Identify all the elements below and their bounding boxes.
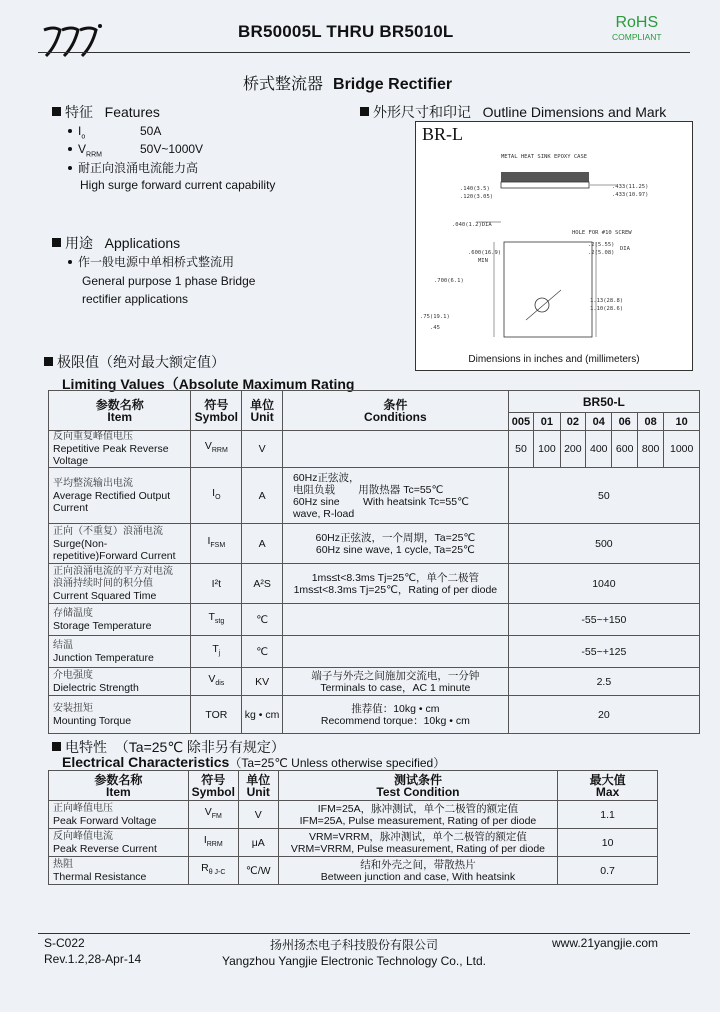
bullet-icon bbox=[68, 166, 72, 170]
code-cell: 10 bbox=[664, 413, 700, 431]
header-unit: 单位 Unit bbox=[238, 771, 278, 801]
table-row: 结温 Junction Temperature $T_j$ ℃ -55~+125 bbox=[49, 636, 700, 668]
dim-f: HOLE FOR #10 SCREW bbox=[572, 230, 632, 236]
dim-o: 1.13(28.8) bbox=[590, 298, 624, 304]
electrical-table bbox=[48, 770, 658, 885]
applications-heading: 用途 Applications bbox=[52, 233, 180, 253]
code-cell: 04 bbox=[586, 413, 612, 431]
subtitle-cn: 桥式整流器 bbox=[243, 76, 324, 93]
dim-k: MIN bbox=[478, 258, 488, 264]
dim-g: .2(5.55) bbox=[588, 242, 615, 248]
dim-c: .433(11.25) bbox=[612, 184, 649, 190]
dim-i: DIA bbox=[620, 246, 630, 252]
bullet-icon bbox=[68, 260, 72, 264]
table-row: 存储温度 Storage Temperature $T_{stg}$ ℃ -55~+150 bbox=[49, 604, 700, 636]
feature-vrrm: $V_{RRM}$ bbox=[68, 141, 102, 163]
dim-p: 1.10(28.6) bbox=[590, 306, 624, 312]
header-test-condition: 测试条件 Test Condition bbox=[278, 771, 557, 801]
limiting-values-table bbox=[48, 390, 700, 734]
dim-d: .433(10.97) bbox=[612, 192, 649, 198]
dim-j: .600(16.9) bbox=[468, 250, 502, 256]
square-bullet-icon bbox=[360, 107, 369, 116]
limits-heading-cn: 极限值（绝对最大额定值） bbox=[44, 352, 225, 372]
dim-a: .140(3.5) bbox=[460, 186, 490, 192]
square-bullet-icon bbox=[52, 742, 61, 751]
feature-surge-cn: 耐正向浪涌电流能力高 bbox=[68, 160, 198, 176]
application-en-2: rectifier applications bbox=[82, 292, 189, 306]
code-cell: 02 bbox=[560, 413, 585, 431]
application-cn: 作一般电源中单相桥式整流用 bbox=[68, 254, 234, 270]
features-heading-en: Features bbox=[104, 104, 160, 120]
header-part: BR50-L bbox=[508, 391, 699, 413]
feature-vrrm-value: 50V~1000V bbox=[140, 142, 204, 156]
electrical-heading-en: Electrical Characteristics（Ta=25℃ Unless otherwise specified） bbox=[62, 754, 446, 770]
subtitle-en: Bridge Rectifier bbox=[333, 76, 453, 93]
dim-l: .700(6.1) bbox=[434, 278, 464, 284]
company-cn: 扬州扬杰电子科技股份有限公司 bbox=[270, 938, 439, 952]
feature-surge-en: High surge forward current capability bbox=[80, 178, 276, 192]
code-cell: 08 bbox=[637, 413, 663, 431]
header-item: 参数名称 Item bbox=[49, 771, 189, 801]
outline-heading: 外形尺寸和印记 Outline Dimensions and Mark bbox=[360, 102, 666, 122]
document-title: BR50005L THRU BR5010L bbox=[238, 22, 454, 41]
outline-drawing bbox=[415, 121, 693, 371]
company-en: Yangzhou Yangjie Electronic Technology Co., Ltd. bbox=[222, 954, 486, 968]
feature-io: $I_o$ bbox=[68, 123, 85, 145]
header-symbol: 符号 Symbol bbox=[188, 771, 238, 801]
header-max: 最大值 Max bbox=[558, 771, 658, 801]
rohs-label: RoHS bbox=[615, 14, 659, 31]
table-row: 安装扭矩 Mounting Torque TOR kg • cm 推荐值：10kg • cm Recommend torque：10kg • cm 20 bbox=[49, 696, 700, 734]
dimensions-caption: Dimensions in inches and (millimeters) bbox=[468, 354, 640, 365]
header-unit: 单位 Unit bbox=[242, 391, 283, 431]
header-rule bbox=[38, 52, 690, 53]
doc-code: S-C022 bbox=[44, 936, 85, 950]
yangjie-logo bbox=[40, 22, 106, 62]
table-row: 反向重复峰值电压 Repetitive Peak Reverse Voltage $V_{RRM}$ V 50 100 200 400 600 800 1000 bbox=[49, 431, 700, 468]
dim-m: .75(19.1) bbox=[420, 314, 450, 320]
table-row: 正向浪涌电流的平方对电流 浪涌持续时间的积分值 Current Squared Time I²t A²S 1ms≤t<8.3ms Tj=25℃，单个二极管 1ms≤t<8.3ms Tj=25℃，Rating of per diode 1040 bbox=[49, 564, 700, 604]
code-cell: 01 bbox=[534, 413, 560, 431]
table-row: 正向峰值电压 Peak Forward Voltage $V_{FM}$ V IFM=25A，脉冲测试，单个二极管的额定值 IFM=25A, Pulse measurement, Rating of per diode 1.1 bbox=[49, 801, 658, 829]
website: www.21yangjie.com bbox=[552, 936, 659, 950]
rohs-mark bbox=[612, 14, 662, 43]
application-en-1: General purpose 1 phase Bridge bbox=[82, 274, 256, 288]
table-row: 正向（不重复）浪涌电流 Surge(Non- repetitive)Forward Current $I_{FSM}$ A 60Hz正弦波，一个周期，Ta=25℃ 60Hz sine wave, 1 cycle, Ta=25℃ 500 bbox=[49, 524, 700, 564]
features-heading-cn: 特征 bbox=[65, 104, 93, 120]
dim-n: .45 bbox=[430, 325, 440, 331]
table-row: 反向峰值电流 Peak Reverse Current $I_{RRM}$ μA VRM=VRRM，脉冲测试，单个二极管的额定值 VRM=VRRM, Pulse measurement, Rating of per diode 10 bbox=[49, 829, 658, 857]
revision: Rev.1.2,28-Apr-14 bbox=[44, 952, 142, 966]
footer-rule bbox=[38, 933, 690, 934]
square-bullet-icon bbox=[52, 107, 61, 116]
table-row: 平均整流输出电流 Average Rectified Output Current $I_O$ A 60Hz正弦波， 电阻负载 用散热器 Tc=55℃ 60Hz sine With heatsink Tc=55℃ wave, R-load 50 bbox=[49, 468, 700, 524]
header-item: 参数名称 Item bbox=[49, 391, 191, 431]
dim-e: .040(1.2)DIA bbox=[452, 222, 492, 228]
square-bullet-icon bbox=[44, 357, 53, 366]
feature-io-value: 50A bbox=[140, 124, 162, 138]
electrical-heading-cn: 电特性 （Ta=25℃ 除非另有规定） bbox=[52, 737, 285, 757]
code-cell: 005 bbox=[508, 413, 533, 431]
dim-b: .120(3.05) bbox=[460, 194, 494, 200]
header-conditions: 条件 Conditions bbox=[282, 391, 508, 431]
package-name: BR-L bbox=[422, 124, 464, 144]
table-row: 热阻 Thermal Resistance $R_{\theta J-C}$ ℃/W 结和外壳之间，带散热片 Between junction and case, With heatsink 0.7 bbox=[49, 857, 658, 885]
rohs-compliant: COMPLIANT bbox=[612, 32, 662, 42]
code-cell: 06 bbox=[612, 413, 637, 431]
square-bullet-icon bbox=[52, 238, 61, 247]
header-symbol: 符号 Symbol bbox=[191, 391, 242, 431]
table-row: 介电强度 Dielectric Strength $V_{dis}$ KV 端子与外壳之间施加交流电，一分钟 Terminals to case，AC 1 minute 2.5 bbox=[49, 668, 700, 696]
features-heading bbox=[52, 102, 160, 122]
subtitle bbox=[243, 71, 452, 94]
limits-heading-en: Limiting Values（Absolute Maximum Rating bbox=[62, 376, 355, 392]
dim-case: METAL HEAT SINK EPOXY CASE bbox=[501, 154, 588, 160]
bullet-icon bbox=[68, 147, 72, 151]
bullet-icon bbox=[68, 129, 72, 133]
dim-h: .2(5.08) bbox=[588, 250, 615, 256]
